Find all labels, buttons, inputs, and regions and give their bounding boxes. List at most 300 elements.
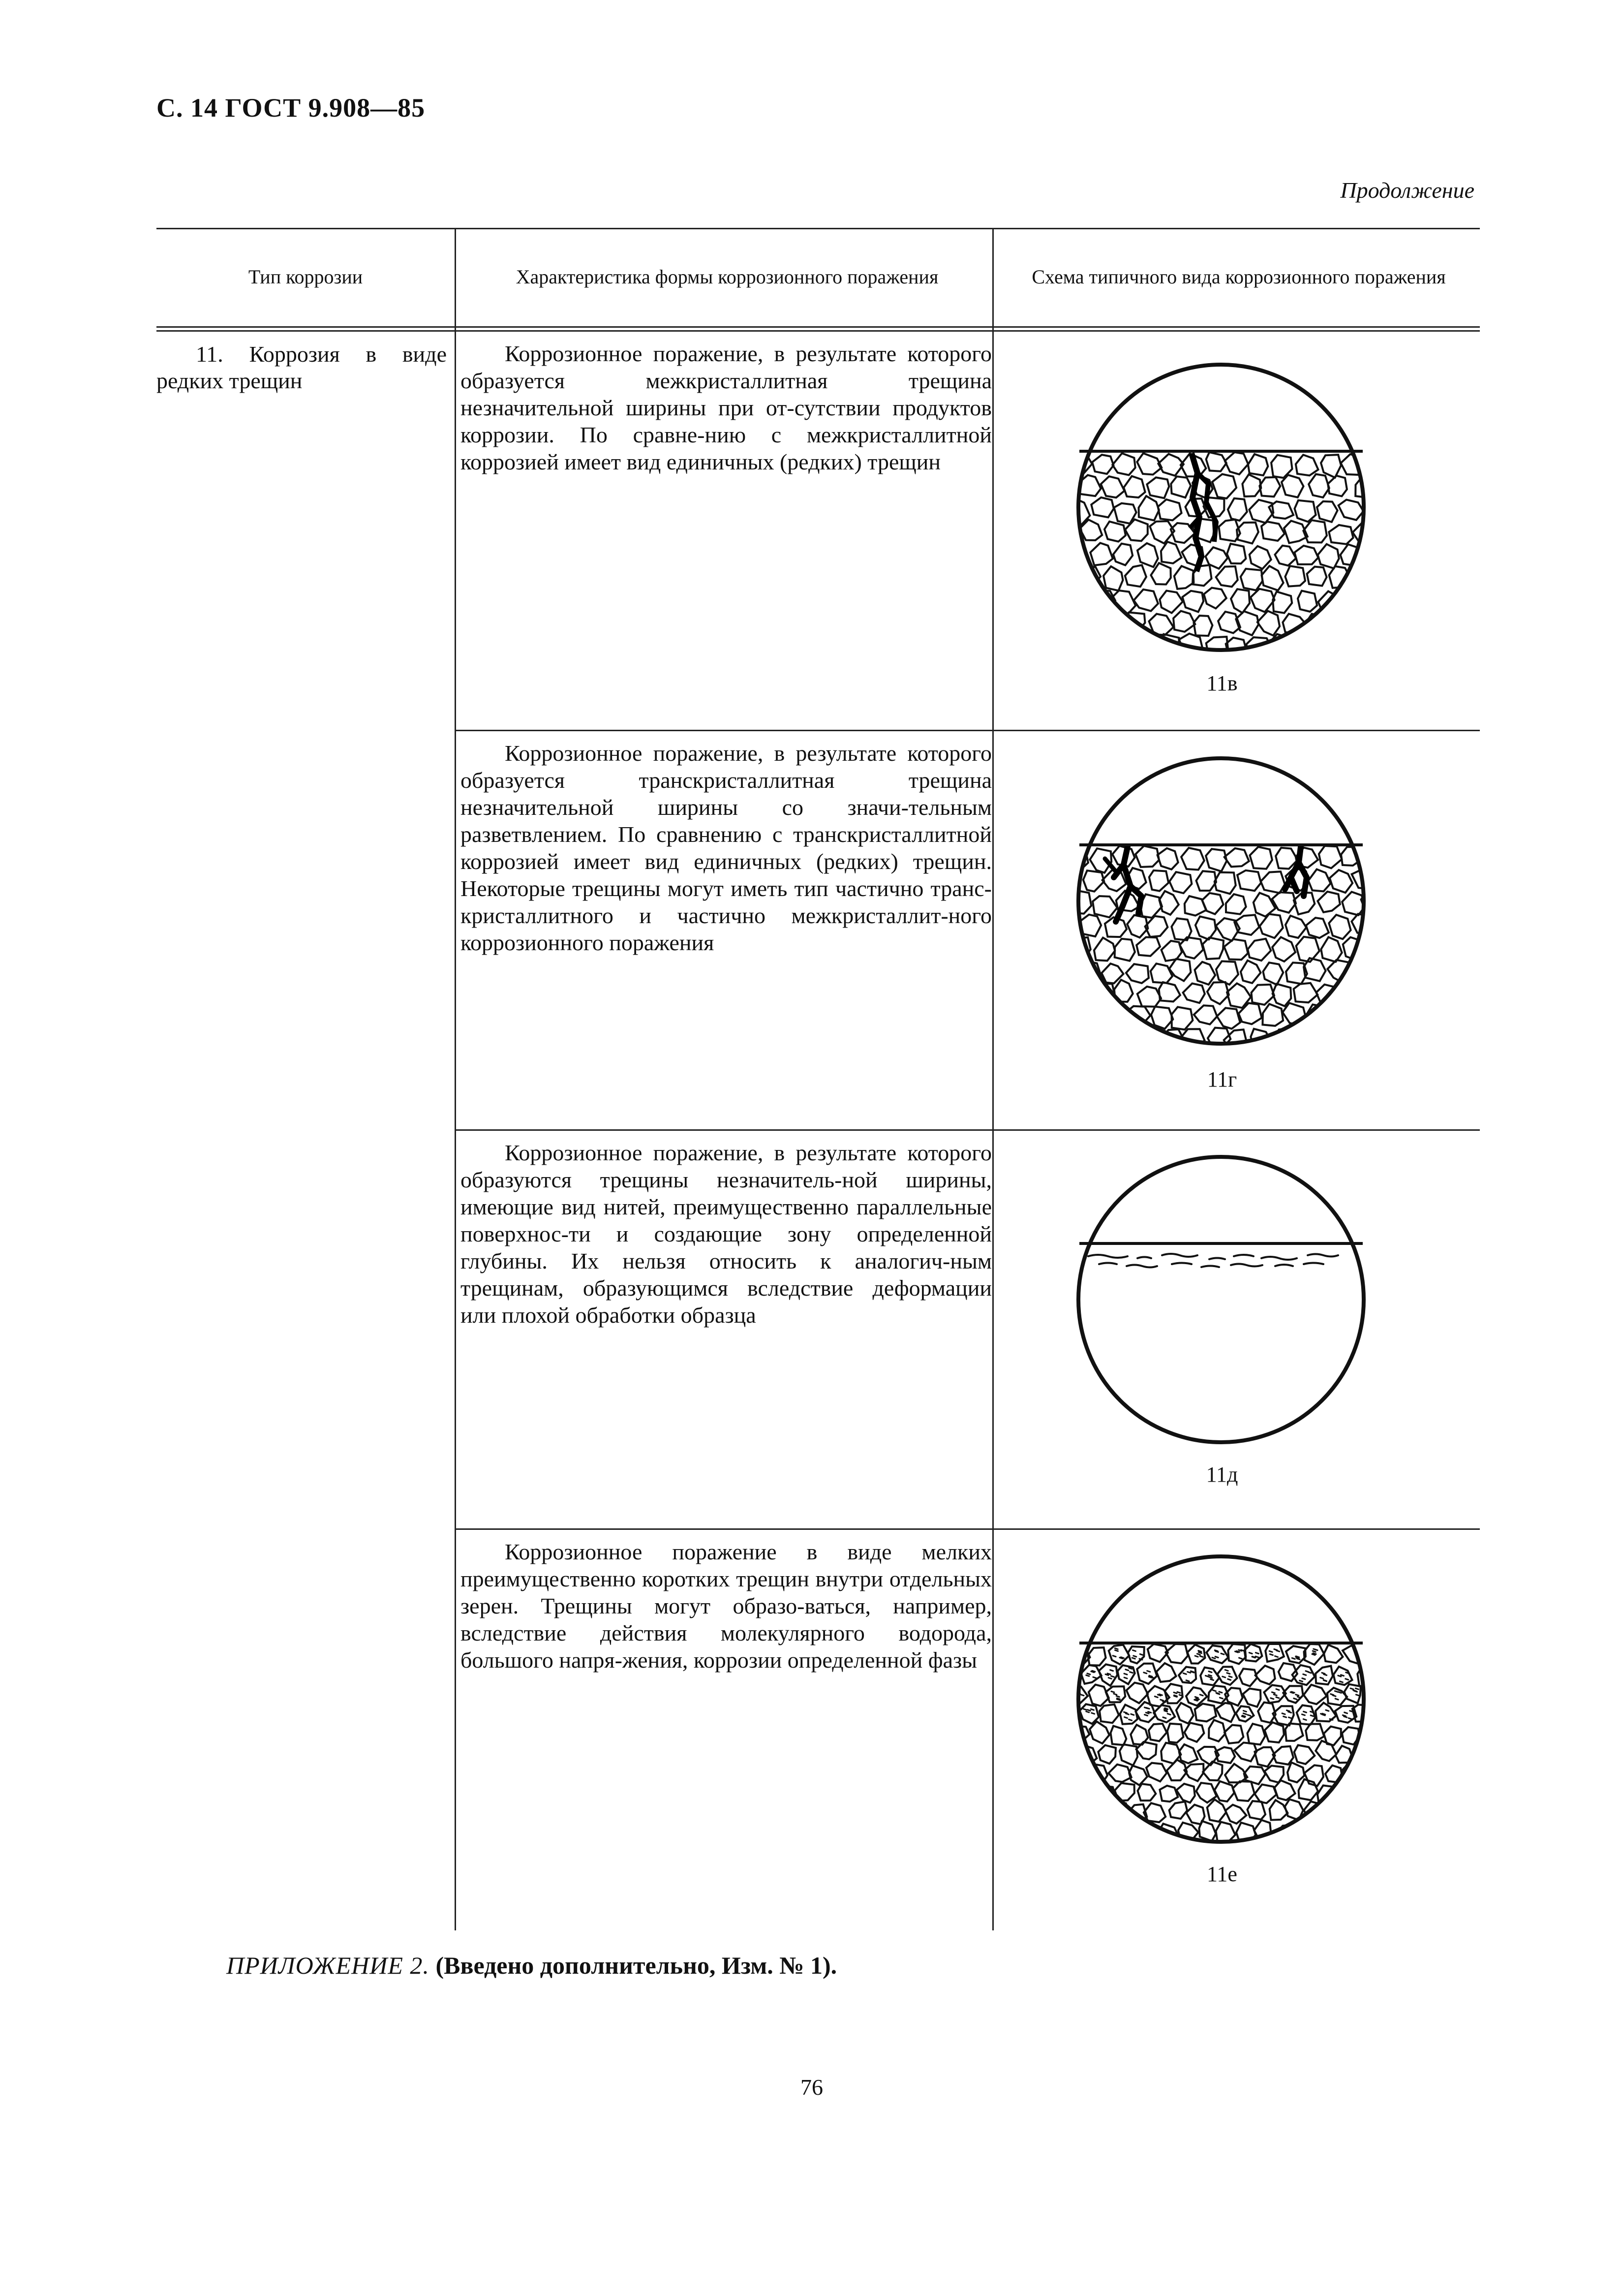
intragranular-crack-mark bbox=[1133, 1656, 1136, 1657]
grain-cell bbox=[1090, 1721, 1109, 1743]
grain-cell bbox=[1069, 474, 1077, 498]
intragranular-crack-mark bbox=[1195, 1700, 1198, 1701]
grain-cell bbox=[1070, 1762, 1090, 1784]
grain-cell bbox=[1215, 872, 1236, 894]
intragranular-crack-mark bbox=[1069, 1677, 1071, 1678]
grain-cell bbox=[1209, 1720, 1225, 1741]
grain-cell bbox=[1195, 1704, 1216, 1721]
grain-cell bbox=[1273, 591, 1292, 613]
grain-cell bbox=[1086, 1800, 1105, 1819]
intragranular-crack-mark bbox=[1303, 1719, 1306, 1720]
grain-cell bbox=[1226, 894, 1246, 914]
grain-cell bbox=[1233, 1781, 1255, 1801]
intragranular-crack-mark bbox=[1300, 1680, 1303, 1681]
intragranular-crack-mark bbox=[1177, 1692, 1180, 1693]
intragranular-crack-mark bbox=[1121, 1657, 1124, 1658]
grain-cell bbox=[1160, 590, 1183, 613]
header-characteristic: Характеристика формы коррозионного поражения bbox=[516, 266, 939, 288]
grain-cell bbox=[1345, 1842, 1363, 1852]
grain-cell bbox=[1126, 964, 1149, 983]
grain-cell bbox=[1251, 589, 1275, 612]
intragranular-crack-mark bbox=[1111, 1676, 1114, 1677]
grain-cell bbox=[1327, 1008, 1348, 1030]
grain-cell bbox=[1094, 938, 1115, 961]
intragranular-crack-mark bbox=[1229, 1676, 1232, 1677]
grain-cell bbox=[1319, 1028, 1342, 1049]
grain-cell bbox=[1255, 1666, 1275, 1684]
grain-cell bbox=[1294, 546, 1318, 564]
grain-cell bbox=[1090, 543, 1113, 565]
grain-cell bbox=[1093, 634, 1118, 654]
grain-intergranular-crack-icon bbox=[1069, 355, 1374, 660]
grain-cell bbox=[1203, 1762, 1222, 1780]
grain-cell bbox=[1272, 937, 1295, 962]
intragranular-crack-mark bbox=[1306, 1671, 1309, 1672]
intragranular-crack-mark bbox=[1350, 1711, 1353, 1712]
grain-cell bbox=[1260, 914, 1283, 938]
row-divider-2 bbox=[456, 1129, 1480, 1131]
grain-cell bbox=[1324, 1800, 1345, 1820]
grain-cell bbox=[1069, 893, 1071, 913]
grain-cell bbox=[1317, 892, 1340, 912]
grain-cell bbox=[1104, 522, 1126, 542]
intragranular-crack-mark bbox=[1330, 1719, 1333, 1720]
intragranular-crack-mark bbox=[1211, 1679, 1214, 1680]
intragranular-crack-mark bbox=[1338, 1692, 1341, 1693]
grain-cell bbox=[1328, 476, 1347, 496]
grain-cell bbox=[1114, 1027, 1136, 1049]
intragranular-crack-mark bbox=[1223, 1676, 1225, 1677]
grain-cell bbox=[1316, 1666, 1333, 1685]
grain-cell bbox=[1207, 982, 1229, 1004]
grain-cell bbox=[1069, 1844, 1070, 1852]
grain-cell bbox=[1158, 848, 1178, 869]
intragranular-crack-mark bbox=[1371, 1694, 1374, 1695]
grain-cell bbox=[1295, 500, 1316, 522]
intragranular-crack-mark bbox=[1370, 1675, 1373, 1676]
grain-cell bbox=[1069, 544, 1072, 568]
grain-cell bbox=[1306, 1724, 1324, 1740]
grain-cell bbox=[1248, 1801, 1266, 1820]
intragranular-crack-mark bbox=[1130, 1672, 1133, 1673]
grain-cell bbox=[1339, 500, 1364, 520]
grain-cell bbox=[1294, 983, 1318, 1003]
grain-cell bbox=[1248, 454, 1268, 475]
intragranular-crack-mark bbox=[1284, 1716, 1286, 1717]
grain-cell bbox=[1365, 546, 1374, 569]
grain-cell bbox=[1194, 616, 1212, 636]
intragranular-crack-mark bbox=[1069, 1715, 1070, 1716]
intragranular-crack-mark bbox=[1272, 1692, 1275, 1693]
grain-cell bbox=[1195, 962, 1216, 985]
grain-transgranular-crack-icon bbox=[1069, 748, 1374, 1054]
intragranular-crack-mark bbox=[1274, 1694, 1277, 1695]
grain-cell bbox=[1159, 891, 1178, 915]
intragranular-crack-mark bbox=[1124, 1677, 1127, 1678]
intragranular-crack-mark bbox=[1212, 1658, 1215, 1659]
column-divider-2 bbox=[992, 228, 994, 1930]
intragranular-crack-mark bbox=[1145, 1715, 1148, 1716]
intragranular-crack-mark bbox=[1088, 1710, 1091, 1711]
grain-cell bbox=[1206, 1645, 1228, 1663]
grain-cell bbox=[1212, 474, 1236, 498]
intragranular-crack-mark bbox=[1282, 1713, 1285, 1714]
grain-cell bbox=[1249, 500, 1273, 523]
grain-cell bbox=[1262, 566, 1284, 590]
appendix-label: ПРИЛОЖЕНИЕ 2. bbox=[226, 1952, 429, 1979]
grain-cell bbox=[1285, 1723, 1303, 1741]
intragranular-crack-mark bbox=[1296, 1695, 1299, 1696]
grain-cell bbox=[1255, 1784, 1276, 1803]
grain-cell bbox=[1373, 1004, 1374, 1026]
grain-cell bbox=[1261, 522, 1285, 541]
grain-cell bbox=[1069, 635, 1071, 658]
intragranular-crack-mark bbox=[1139, 1659, 1142, 1660]
intragranular-crack-mark bbox=[1255, 1653, 1258, 1654]
intragranular-crack-mark bbox=[1290, 1692, 1293, 1693]
grain-cell bbox=[1321, 455, 1341, 478]
intragranular-crack-mark bbox=[1314, 1649, 1316, 1650]
grain-cell bbox=[1225, 1805, 1247, 1824]
intragranular-crack-mark bbox=[1367, 1715, 1370, 1716]
grain-cell bbox=[1120, 1744, 1137, 1766]
row-divider-1 bbox=[456, 730, 1480, 731]
grain-cell bbox=[1160, 1786, 1178, 1801]
intragranular-crack-mark bbox=[1213, 1690, 1216, 1691]
grain-cell bbox=[1151, 963, 1172, 983]
grain-cell bbox=[1069, 569, 1080, 590]
grain-cell bbox=[1339, 591, 1362, 609]
column-divider-1 bbox=[455, 228, 456, 1930]
grain-cell bbox=[1069, 1781, 1079, 1800]
grain-cell bbox=[1334, 1825, 1352, 1846]
intragranular-crack-mark bbox=[1073, 1717, 1076, 1718]
grain-cell bbox=[1250, 546, 1271, 569]
grain-cell bbox=[1108, 1840, 1130, 1852]
intragranular-crack-mark bbox=[1132, 1658, 1135, 1659]
intragranular-crack-mark bbox=[1253, 1657, 1255, 1658]
intragranular-crack-mark bbox=[1335, 1691, 1338, 1692]
intragranular-crack-mark bbox=[1126, 1713, 1129, 1714]
grain-cell bbox=[1228, 498, 1247, 521]
grain-cell bbox=[1125, 565, 1146, 587]
grain-cell bbox=[1185, 1723, 1204, 1742]
intragranular-crack-mark bbox=[1129, 1668, 1132, 1669]
intragranular-crack-mark bbox=[1216, 1693, 1219, 1694]
intragranular-crack-mark bbox=[1269, 1651, 1272, 1652]
header-scheme: Схема типичного вида коррозионного поражения bbox=[1032, 266, 1446, 288]
grain-cell bbox=[1111, 1726, 1127, 1745]
grain-cell bbox=[1079, 610, 1102, 634]
grain-cell bbox=[1353, 1005, 1373, 1028]
description-11d: Коррозионное поражение, в результате которого образуются трещины незначитель-ной ширины, имеющие вид нитей, преимущественно параллельные поверхнос-ти и создающие зону определенной глубины. Их нельзя относить к аналогич-ным трещинам, образующимся вследствие деформации или плохой обработки образца bbox=[460, 1140, 992, 1328]
intragranular-crack-mark bbox=[1221, 1653, 1224, 1654]
grain-cell bbox=[1115, 939, 1135, 961]
grain-cell bbox=[1225, 452, 1248, 474]
intragranular-crack-mark bbox=[1149, 1675, 1152, 1676]
grain-cell bbox=[1265, 1644, 1284, 1662]
grain-cell bbox=[1199, 1821, 1216, 1841]
intragranular-crack-mark bbox=[1087, 1674, 1090, 1675]
intragranular-crack-mark bbox=[1188, 1672, 1191, 1673]
grain-cell bbox=[1098, 1825, 1119, 1842]
corrosion-type: 11. Коррозия в виде редких трещин bbox=[156, 341, 447, 393]
grain-cell bbox=[1275, 1780, 1295, 1800]
intragranular-crack-mark bbox=[1115, 1648, 1118, 1649]
grain-cell bbox=[1329, 525, 1353, 544]
grain-cell bbox=[1070, 590, 1090, 610]
intragranular-crack-mark bbox=[1091, 1709, 1094, 1710]
grain-cell bbox=[1224, 848, 1249, 867]
intragranular-crack-mark bbox=[1144, 1707, 1147, 1708]
figure-label-11d: 11д bbox=[1206, 1462, 1238, 1487]
grain-cell bbox=[1069, 1805, 1086, 1824]
grain-cell bbox=[1130, 1841, 1146, 1852]
grain-cell bbox=[1183, 984, 1205, 1003]
intragranular-crack-mark bbox=[1353, 1690, 1356, 1691]
intragranular-crack-mark bbox=[1303, 1674, 1306, 1675]
intragranular-crack-mark bbox=[1146, 1712, 1149, 1713]
grain-cell bbox=[1296, 455, 1318, 475]
intragranular-crack-mark bbox=[1239, 1650, 1242, 1651]
grain-cell bbox=[1239, 1669, 1257, 1686]
grain-cell bbox=[1120, 1820, 1139, 1840]
grain-cell bbox=[1100, 1005, 1124, 1024]
intragranular-crack-mark bbox=[1070, 1711, 1073, 1712]
grain-cell bbox=[1098, 1745, 1116, 1764]
grain-cell bbox=[1316, 1822, 1337, 1843]
grain-cell bbox=[1324, 1840, 1342, 1852]
intragranular-crack-mark bbox=[1116, 1696, 1119, 1697]
intragranular-crack-mark bbox=[1355, 1688, 1358, 1689]
grain-cell bbox=[1188, 1644, 1205, 1663]
grain-cell bbox=[1101, 476, 1125, 497]
intragranular-crack-mark bbox=[1239, 1658, 1242, 1659]
intragranular-crack-mark bbox=[1345, 1712, 1347, 1713]
grain-cell bbox=[1080, 1704, 1099, 1724]
grain-cell bbox=[1243, 1689, 1260, 1707]
intragranular-crack-mark bbox=[1179, 1695, 1182, 1696]
grain-cell bbox=[1318, 631, 1340, 654]
corrosion-table bbox=[156, 228, 1480, 1930]
description-11v: Коррозионное поражение, в результате которого образуется межкристаллитная трещина незначительной ширины при от-сутствии продуктов коррозии. По сравне-нию с межкристаллитной коррозией имеет вид единичных (редких) трещин bbox=[460, 341, 992, 474]
intragranular-crack-mark bbox=[1071, 1676, 1073, 1677]
grain-cell bbox=[1228, 1644, 1246, 1664]
grain-cell bbox=[1227, 544, 1246, 563]
figure-label-11v: 11в bbox=[1206, 671, 1238, 695]
intragranular-crack-mark bbox=[1093, 1677, 1096, 1678]
grain-cell bbox=[1316, 1703, 1336, 1721]
grain-cell bbox=[1138, 1784, 1156, 1800]
grain-cell bbox=[1129, 1766, 1147, 1785]
grain-cell bbox=[1079, 1822, 1099, 1840]
grain-cell bbox=[1181, 848, 1204, 870]
grain-cell bbox=[1352, 610, 1374, 631]
grain-cell bbox=[1335, 1783, 1357, 1801]
grain-cell bbox=[1069, 1840, 1085, 1852]
grain-cell bbox=[1069, 1818, 1076, 1839]
intragranular-crack-mark bbox=[1200, 1656, 1203, 1657]
intragranular-crack-mark bbox=[1340, 1681, 1343, 1682]
intragranular-crack-mark bbox=[1191, 1672, 1194, 1673]
grain-cell bbox=[1071, 636, 1092, 657]
grain-cell bbox=[1149, 870, 1168, 891]
grain-cell bbox=[1304, 958, 1326, 981]
grain-cell bbox=[1363, 1842, 1374, 1852]
parallel-thread-cracks-icon bbox=[1069, 1147, 1374, 1452]
grain-cell bbox=[1081, 1665, 1101, 1684]
intragranular-crack-mark bbox=[1370, 1697, 1373, 1698]
intragranular-crack-mark bbox=[1196, 1699, 1199, 1700]
intragranular-crack-mark bbox=[1344, 1716, 1347, 1717]
intragranular-crack-mark bbox=[1365, 1715, 1368, 1716]
grain-cell bbox=[1343, 984, 1365, 1008]
grain-cell bbox=[1373, 611, 1374, 633]
grain-cell bbox=[1364, 592, 1374, 612]
grain-cell bbox=[1169, 959, 1191, 981]
grain-cell bbox=[1127, 1683, 1148, 1704]
grain-cell bbox=[1371, 962, 1374, 983]
intragranular-crack-mark bbox=[1110, 1670, 1113, 1671]
grain-cell bbox=[1259, 477, 1280, 497]
grain-cell bbox=[1373, 1745, 1374, 1761]
grain-cell bbox=[1092, 455, 1113, 474]
grain-cell bbox=[1307, 567, 1327, 586]
grain-cell bbox=[1071, 891, 1091, 914]
intragranular-crack-mark bbox=[1225, 1670, 1228, 1671]
intragranular-crack-mark bbox=[1341, 1675, 1344, 1676]
grain-cell bbox=[1069, 1744, 1074, 1764]
grain-cell bbox=[1287, 1840, 1307, 1852]
grain-cell bbox=[1234, 1742, 1257, 1761]
grain-cell bbox=[1149, 1724, 1167, 1741]
grain-cell bbox=[1248, 1724, 1265, 1744]
grain-cell bbox=[1316, 1741, 1336, 1761]
intragranular-crack-mark bbox=[1163, 1717, 1166, 1718]
grain-cell bbox=[1242, 474, 1261, 496]
grain-cell bbox=[1241, 569, 1263, 590]
intragranular-crack-mark bbox=[1323, 1680, 1326, 1681]
grain-cell bbox=[1261, 871, 1285, 893]
intragranular-crack-mark bbox=[1369, 1672, 1372, 1673]
intragranular-crack-mark bbox=[1302, 1678, 1305, 1679]
grain-cell bbox=[1157, 1663, 1176, 1682]
grain-cell bbox=[1244, 1644, 1262, 1661]
grain-cell bbox=[1108, 1765, 1131, 1782]
grain-cell bbox=[1103, 566, 1123, 590]
grain-cell bbox=[1115, 633, 1138, 655]
intragranular-crack-mark bbox=[1288, 1712, 1291, 1713]
intragranular-crack-mark bbox=[1346, 1673, 1349, 1674]
intragranular-crack-mark bbox=[1320, 1677, 1323, 1678]
intragranular-crack-mark bbox=[1209, 1675, 1212, 1676]
grain-cell bbox=[1069, 455, 1070, 476]
grain-cell bbox=[1371, 868, 1374, 891]
grain-cell bbox=[1069, 984, 1090, 1006]
intragranular-crack-mark bbox=[1086, 1675, 1089, 1676]
grain-cell bbox=[1113, 544, 1132, 565]
grain-cell bbox=[1173, 611, 1195, 632]
grain-cell bbox=[1069, 613, 1080, 634]
grain-cell bbox=[1298, 591, 1317, 612]
intragranular-crack-mark bbox=[1186, 1680, 1189, 1681]
grain-cell bbox=[1309, 474, 1329, 497]
grain-cell bbox=[1364, 632, 1374, 653]
grain-cell bbox=[1161, 542, 1182, 563]
grain-cell bbox=[1091, 497, 1114, 518]
grain-cell bbox=[1165, 1644, 1188, 1663]
grain-cell bbox=[1158, 499, 1182, 520]
grain-cell bbox=[1345, 1684, 1361, 1704]
intragranular-crack-mark bbox=[1243, 1713, 1246, 1714]
intragranular-crack-mark bbox=[1227, 1673, 1230, 1674]
intragranular-crack-mark bbox=[1081, 1695, 1084, 1696]
grain-cell bbox=[1109, 1645, 1130, 1665]
grain-cell bbox=[1204, 588, 1226, 609]
intragranular-short-cracks-icon bbox=[1069, 1547, 1374, 1852]
intragranular-crack-mark bbox=[1195, 1697, 1198, 1698]
intragranular-crack-mark bbox=[1111, 1691, 1114, 1692]
grain-cell bbox=[1365, 1802, 1374, 1822]
grain-cell bbox=[1318, 544, 1339, 568]
intragranular-crack-mark bbox=[1209, 1677, 1212, 1678]
grain-cell bbox=[1150, 1841, 1167, 1852]
intragranular-crack-mark bbox=[1114, 1694, 1117, 1695]
grain-cell bbox=[1306, 918, 1329, 938]
grain-cell bbox=[1363, 937, 1374, 962]
intragranular-crack-mark bbox=[1144, 1673, 1147, 1674]
intragranular-crack-mark bbox=[1125, 1717, 1128, 1718]
intragranular-crack-mark bbox=[1205, 1675, 1208, 1676]
grain-cell bbox=[1083, 870, 1104, 892]
grain-cell bbox=[1317, 501, 1338, 522]
grain-cell bbox=[1079, 1784, 1098, 1800]
grain-cell bbox=[1364, 1723, 1374, 1743]
grain-cell bbox=[1254, 893, 1276, 917]
intragranular-crack-mark bbox=[1274, 1649, 1277, 1650]
grain-cell bbox=[1174, 566, 1194, 589]
grain-cell bbox=[1217, 1667, 1237, 1685]
grain-cell bbox=[1134, 590, 1158, 611]
grain-cell bbox=[1169, 1801, 1188, 1819]
grain-cell bbox=[1200, 1668, 1219, 1685]
grain-cell bbox=[1264, 1685, 1285, 1703]
grain-cell bbox=[1297, 1705, 1316, 1724]
grain-cell bbox=[1294, 1821, 1311, 1842]
grain-cell bbox=[1137, 543, 1158, 567]
intragranular-crack-mark bbox=[1155, 1696, 1158, 1697]
grain-cell bbox=[1136, 937, 1160, 956]
intragranular-crack-mark bbox=[1215, 1657, 1218, 1658]
grain-cell bbox=[1195, 916, 1216, 939]
intragranular-crack-mark bbox=[1275, 1656, 1278, 1657]
appendix-amendment: (Введено дополнительно, Изм. № 1). bbox=[435, 1952, 837, 1979]
intragranular-crack-mark bbox=[1131, 1714, 1134, 1715]
intragranular-crack-mark bbox=[1183, 1673, 1186, 1674]
grain-cell bbox=[1216, 961, 1238, 985]
grain-cell bbox=[1257, 611, 1280, 636]
grain-cell bbox=[1296, 636, 1317, 656]
figure-label-11g: 11г bbox=[1207, 1067, 1237, 1091]
intragranular-crack-mark bbox=[1092, 1713, 1095, 1714]
grain-cell bbox=[1176, 1784, 1195, 1802]
description-11e: Коррозионное поражение в виде мелких преимущественно коротких трещин внутри отдельных зерен. Трещины могут образо-ваться, например, вследствие действия молекулярного водорода, большого напря-жения, коррозии определенной фазы bbox=[460, 1539, 992, 1673]
grain-cell bbox=[1208, 1028, 1230, 1051]
grain-cell bbox=[1069, 1664, 1075, 1685]
grain-cell bbox=[1275, 546, 1296, 566]
grain-cell bbox=[1081, 1004, 1103, 1024]
intragranular-crack-mark bbox=[1163, 1701, 1165, 1702]
